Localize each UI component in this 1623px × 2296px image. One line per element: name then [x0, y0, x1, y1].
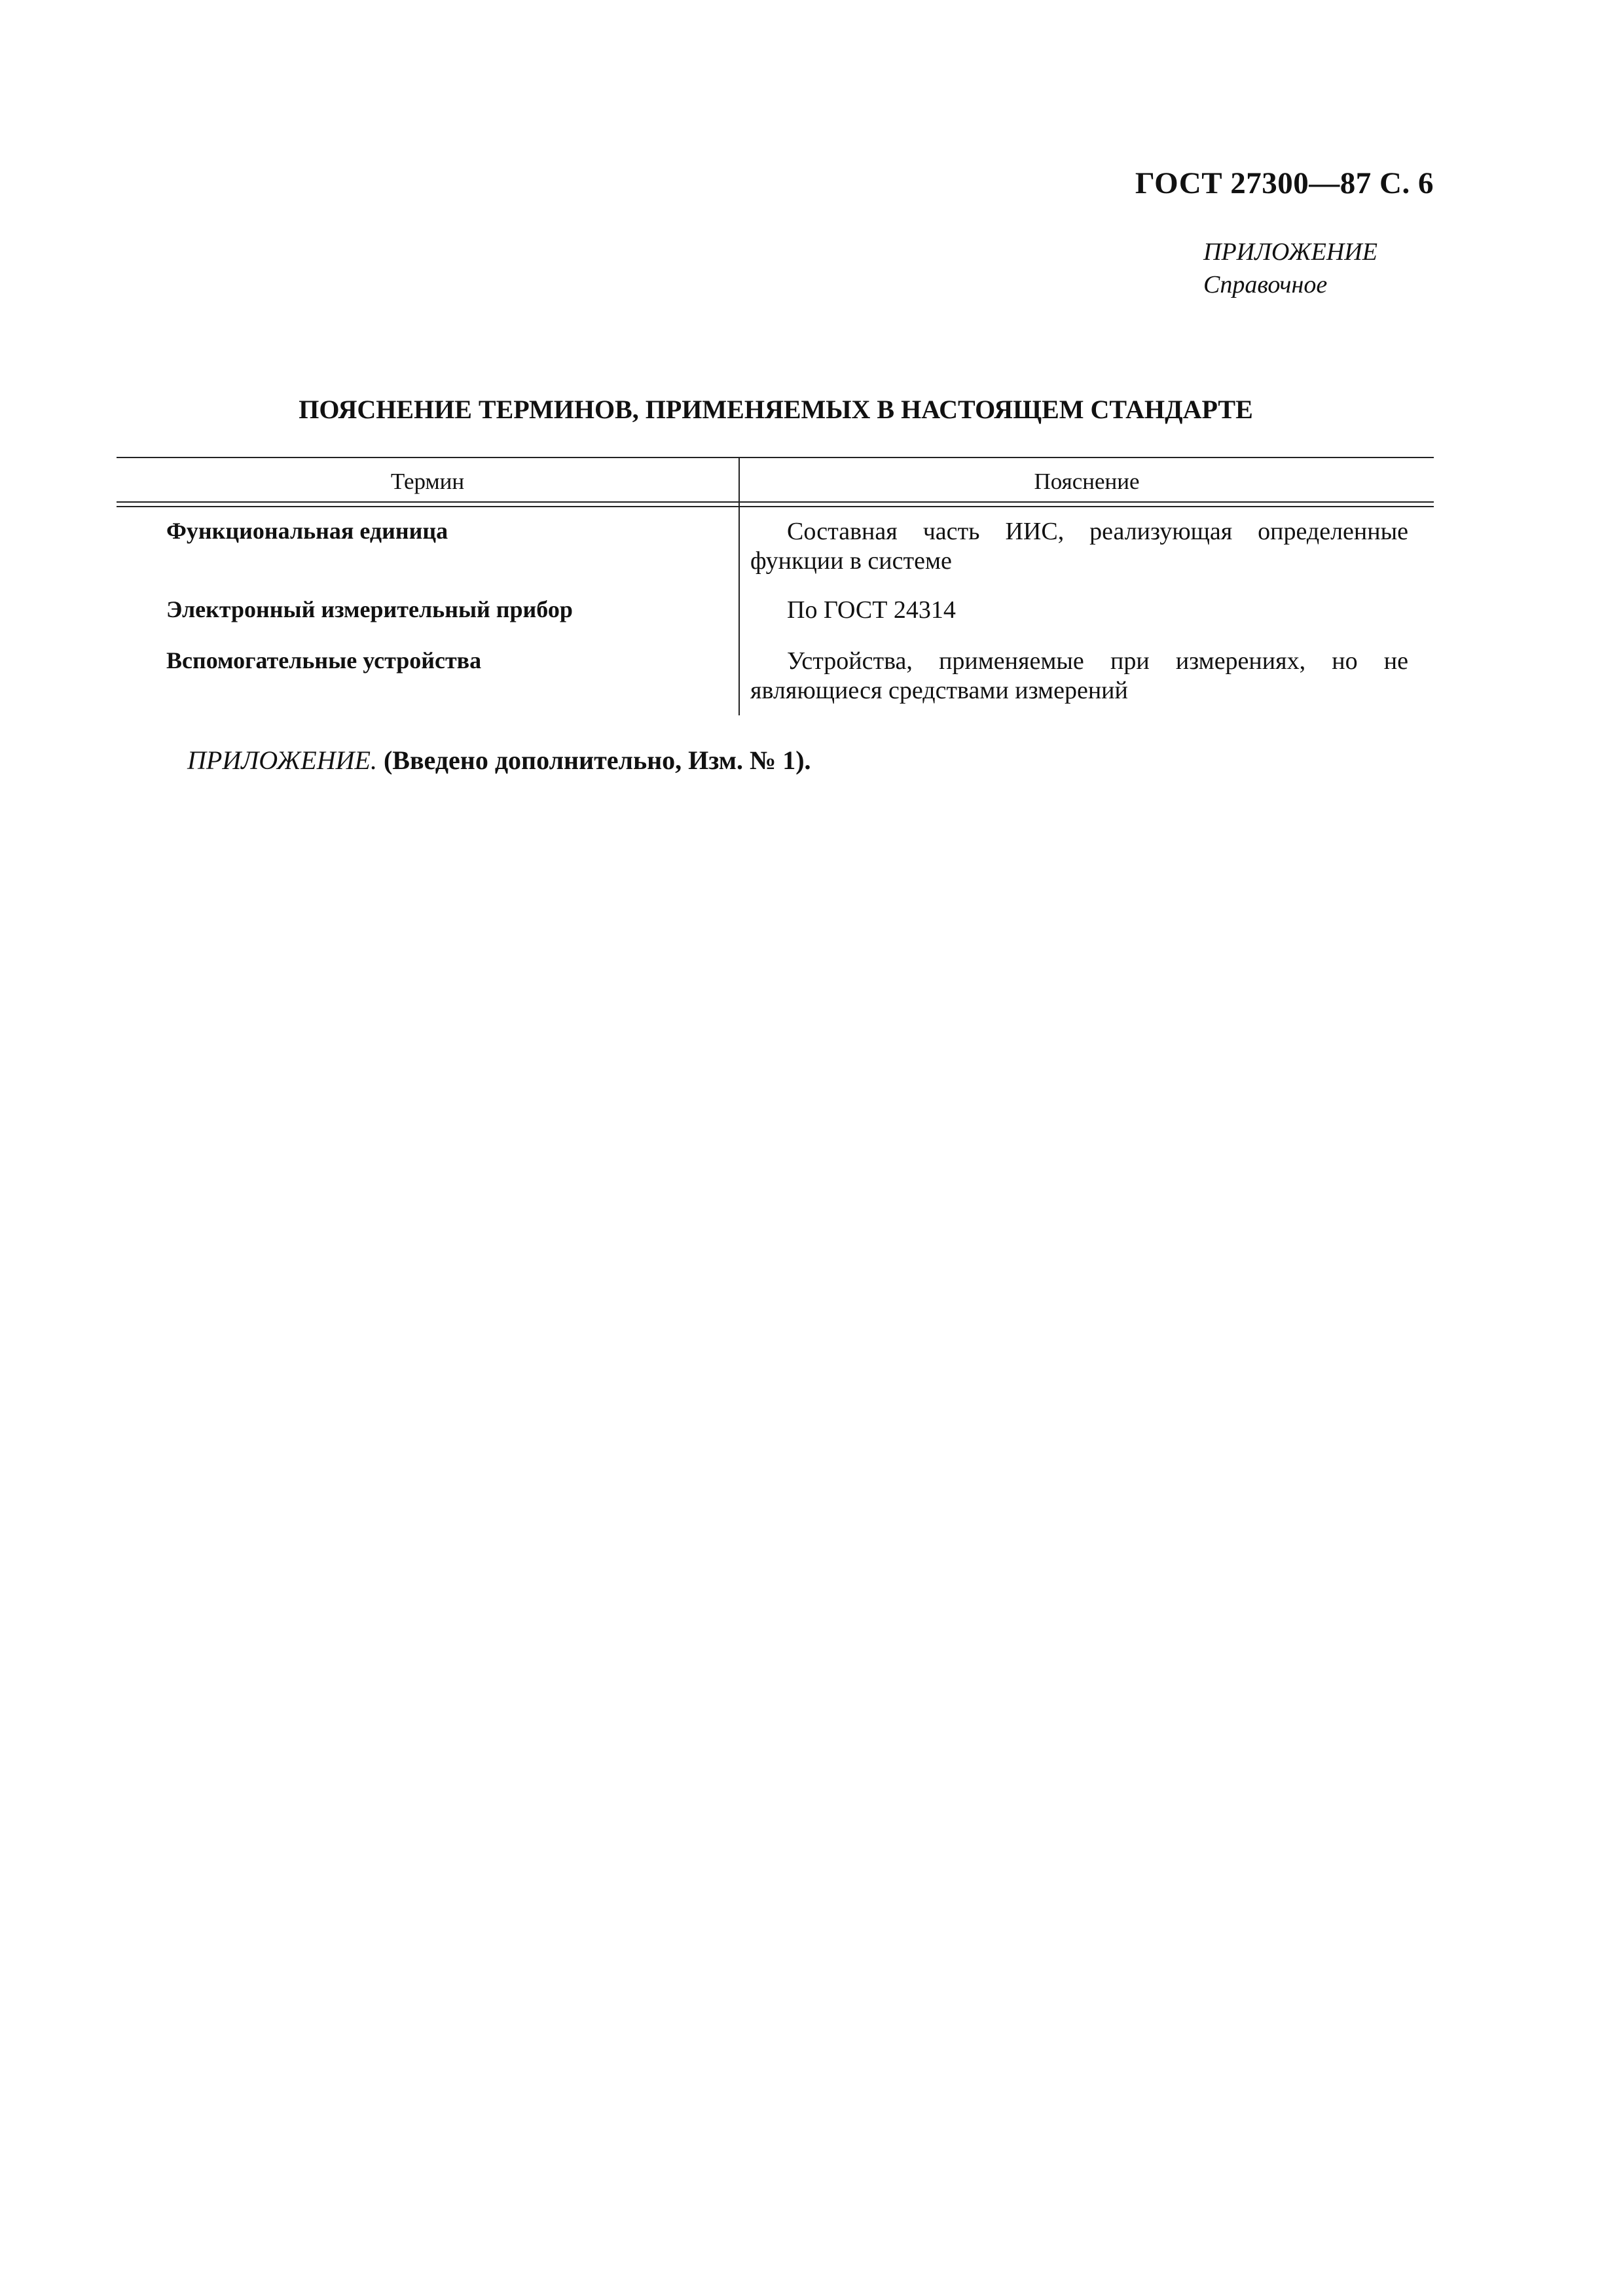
- table-row-term: Функциональная единица: [166, 518, 448, 544]
- amendment-note-label: ПРИЛОЖЕНИЕ.: [187, 745, 377, 775]
- appendix-label: ПРИЛОЖЕНИЕ: [1203, 238, 1377, 266]
- appendix-kind: Справочное: [1203, 271, 1328, 298]
- document-title: ПОЯСНЕНИЕ ТЕРМИНОВ, ПРИМЕНЯЕМЫХ В НАСТОЯЩЕМ СТАНДАРТЕ: [299, 395, 1253, 424]
- table-row-explanation: Составная часть ИИС, реализующая определенные функции в системе: [750, 518, 1408, 575]
- page-reference: ГОСТ 27300—87 С. 6: [1135, 166, 1434, 200]
- amendment-note-text: (Введено дополнительно, Изм. № 1).: [383, 745, 811, 775]
- column-header-term: Термин: [390, 469, 465, 494]
- table-header-rule: [117, 501, 1434, 507]
- amendment-note: [187, 745, 811, 776]
- table-row-explanation: Устройства, применяемые при измерениях, но не являющиеся средствами измерений: [750, 647, 1408, 704]
- table-row-term: Вспомогательные устройства: [166, 647, 482, 673]
- table-row-term: Электронный измерительный прибор: [166, 596, 573, 622]
- column-header-explanation: Пояснение: [1034, 469, 1140, 494]
- appendix-block: [1203, 236, 1377, 301]
- table-top-rule: [117, 457, 1434, 458]
- table-column-divider: [739, 457, 740, 715]
- terms-table: [117, 457, 1434, 715]
- table-row-explanation: По ГОСТ 24314: [787, 596, 956, 624]
